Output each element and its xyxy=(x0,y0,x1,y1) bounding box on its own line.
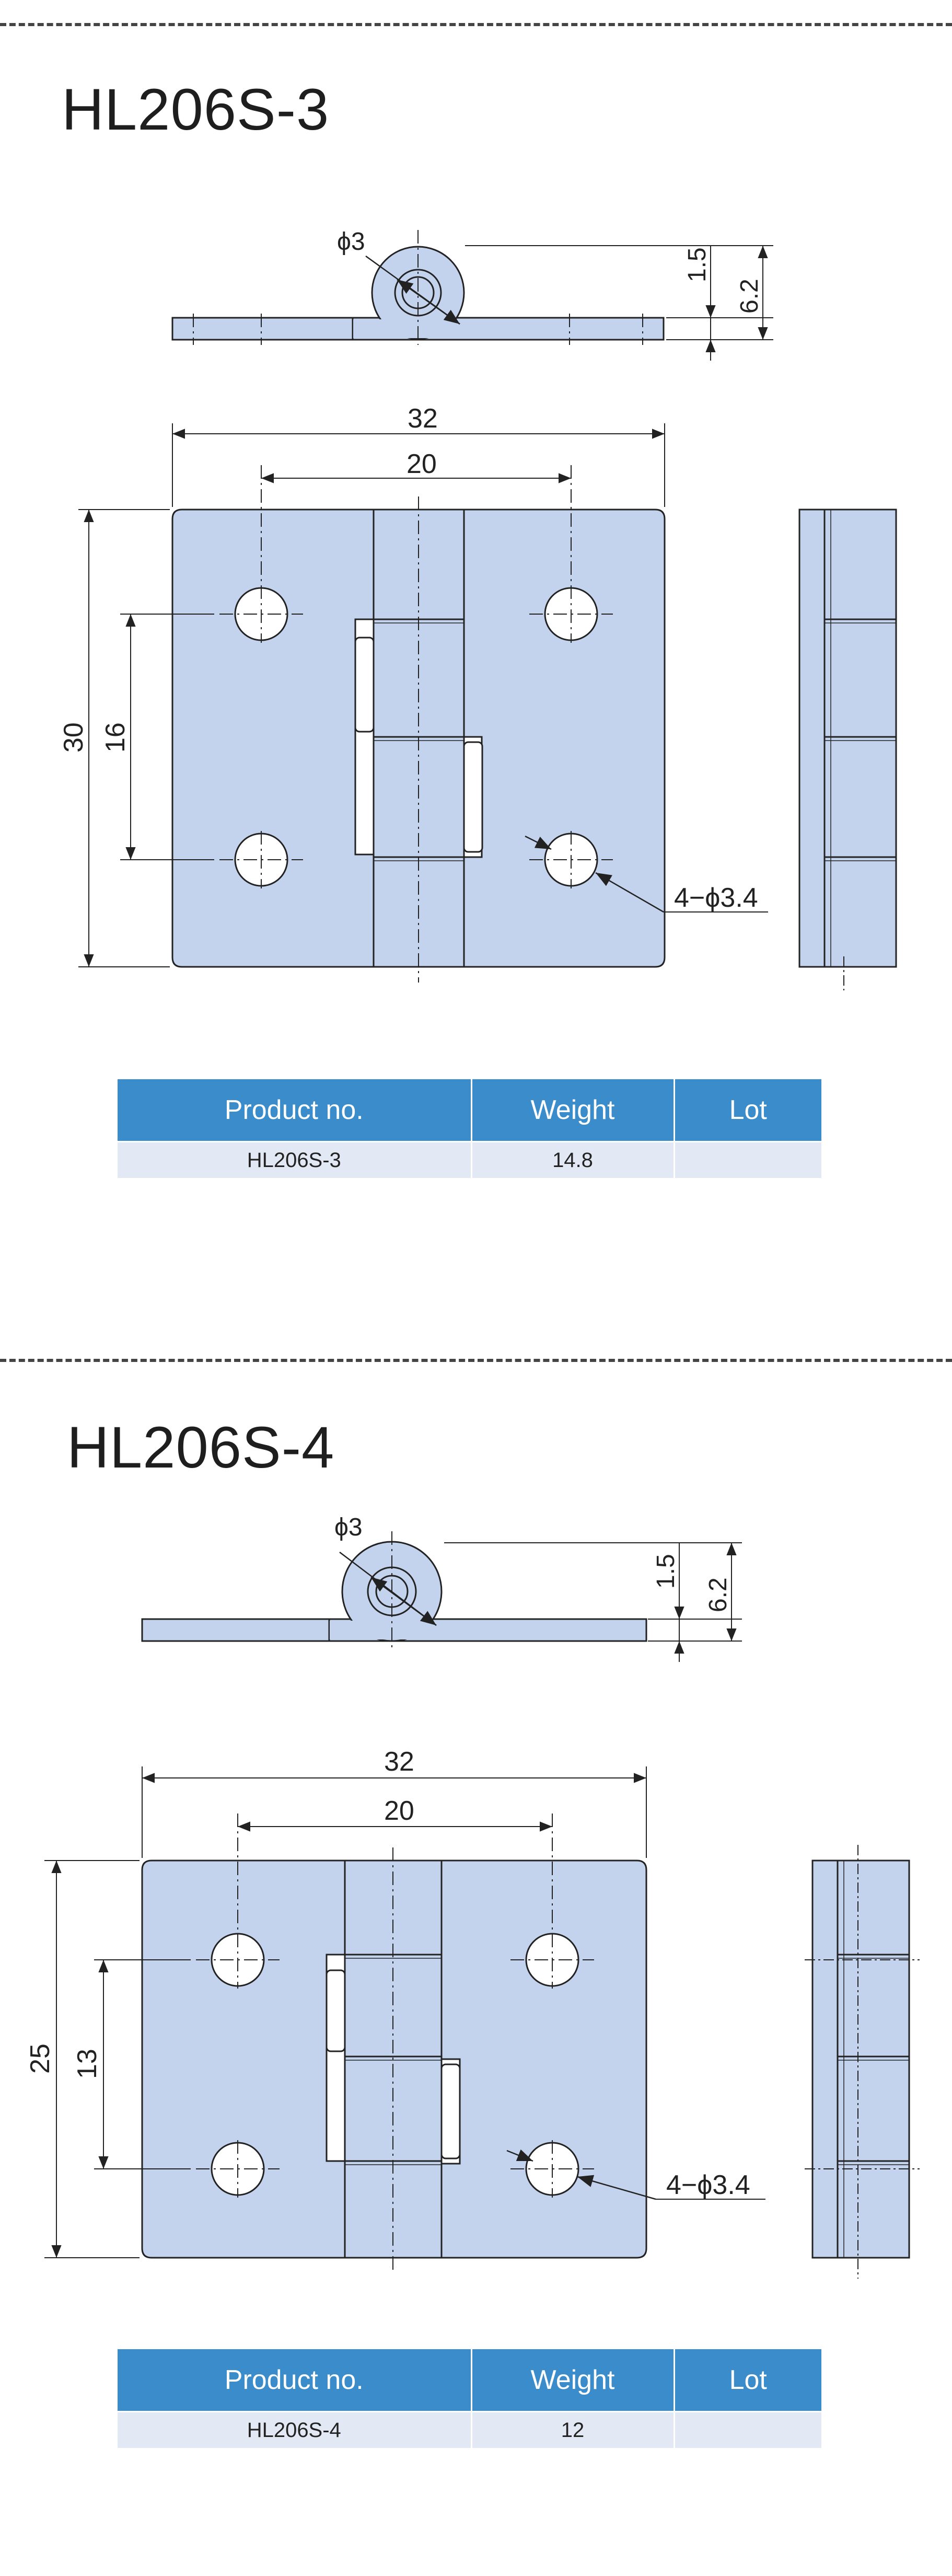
dim-6-2-label: 6.2 xyxy=(704,1577,732,1612)
header-weight: Weight xyxy=(471,2349,674,2412)
table-row xyxy=(118,1142,821,1179)
pin-diameter-label: ϕ3 xyxy=(337,228,365,256)
header-lot: Lot xyxy=(674,2349,821,2412)
overall-width-label: 32 xyxy=(384,1747,414,1777)
dim-6-2-label: 6.2 xyxy=(736,279,763,314)
cell-weight: 14.8 xyxy=(471,1142,674,1179)
hinge-drawing-hl206s-4 xyxy=(0,1338,952,2341)
side-view xyxy=(799,510,896,990)
header-weight: Weight xyxy=(471,1079,674,1142)
spec-table xyxy=(118,2349,821,2448)
cell-lot xyxy=(674,2412,821,2448)
hole-spacing-width-label: 20 xyxy=(384,1796,414,1826)
overall-height-label: 25 xyxy=(25,2043,55,2074)
hole-spacing-width-label: 20 xyxy=(407,449,437,479)
header-product-no: Product no. xyxy=(118,2349,471,2412)
header-lot: Lot xyxy=(674,1079,821,1142)
table-header-row xyxy=(118,2349,821,2412)
cell-weight: 12 xyxy=(471,2412,674,2448)
hole-spacing-height-label: 16 xyxy=(100,722,131,753)
overall-height-label: 30 xyxy=(59,722,89,753)
product-title: HL206S-3 xyxy=(62,77,330,142)
hole-spec-label: 4−ϕ3.4 xyxy=(666,2170,750,2200)
cell-lot xyxy=(674,1142,821,1179)
dim-1-5-label: 1.5 xyxy=(652,1554,680,1589)
top-view xyxy=(142,1531,742,1662)
spec-table xyxy=(118,1079,821,1178)
header-product-no: Product no. xyxy=(118,1079,471,1142)
cell-product-no: HL206S-4 xyxy=(118,2412,471,2448)
table-header-row xyxy=(118,1079,821,1142)
table-row xyxy=(118,2412,821,2448)
hinge-drawing-hl206s-3 xyxy=(0,0,952,1003)
pin-diameter-label: ϕ3 xyxy=(334,1514,363,1541)
product-title: HL206S-4 xyxy=(67,1415,335,1480)
hole-spec-label: 4−ϕ3.4 xyxy=(674,883,758,913)
cell-product-no: HL206S-3 xyxy=(118,1142,471,1179)
dim-1-5-label: 1.5 xyxy=(683,247,711,282)
front-view xyxy=(44,1766,765,2273)
hole-spacing-height-label: 13 xyxy=(72,2049,102,2079)
front-view xyxy=(78,423,768,983)
side-view xyxy=(805,1845,920,2279)
overall-width-label: 32 xyxy=(408,403,438,434)
